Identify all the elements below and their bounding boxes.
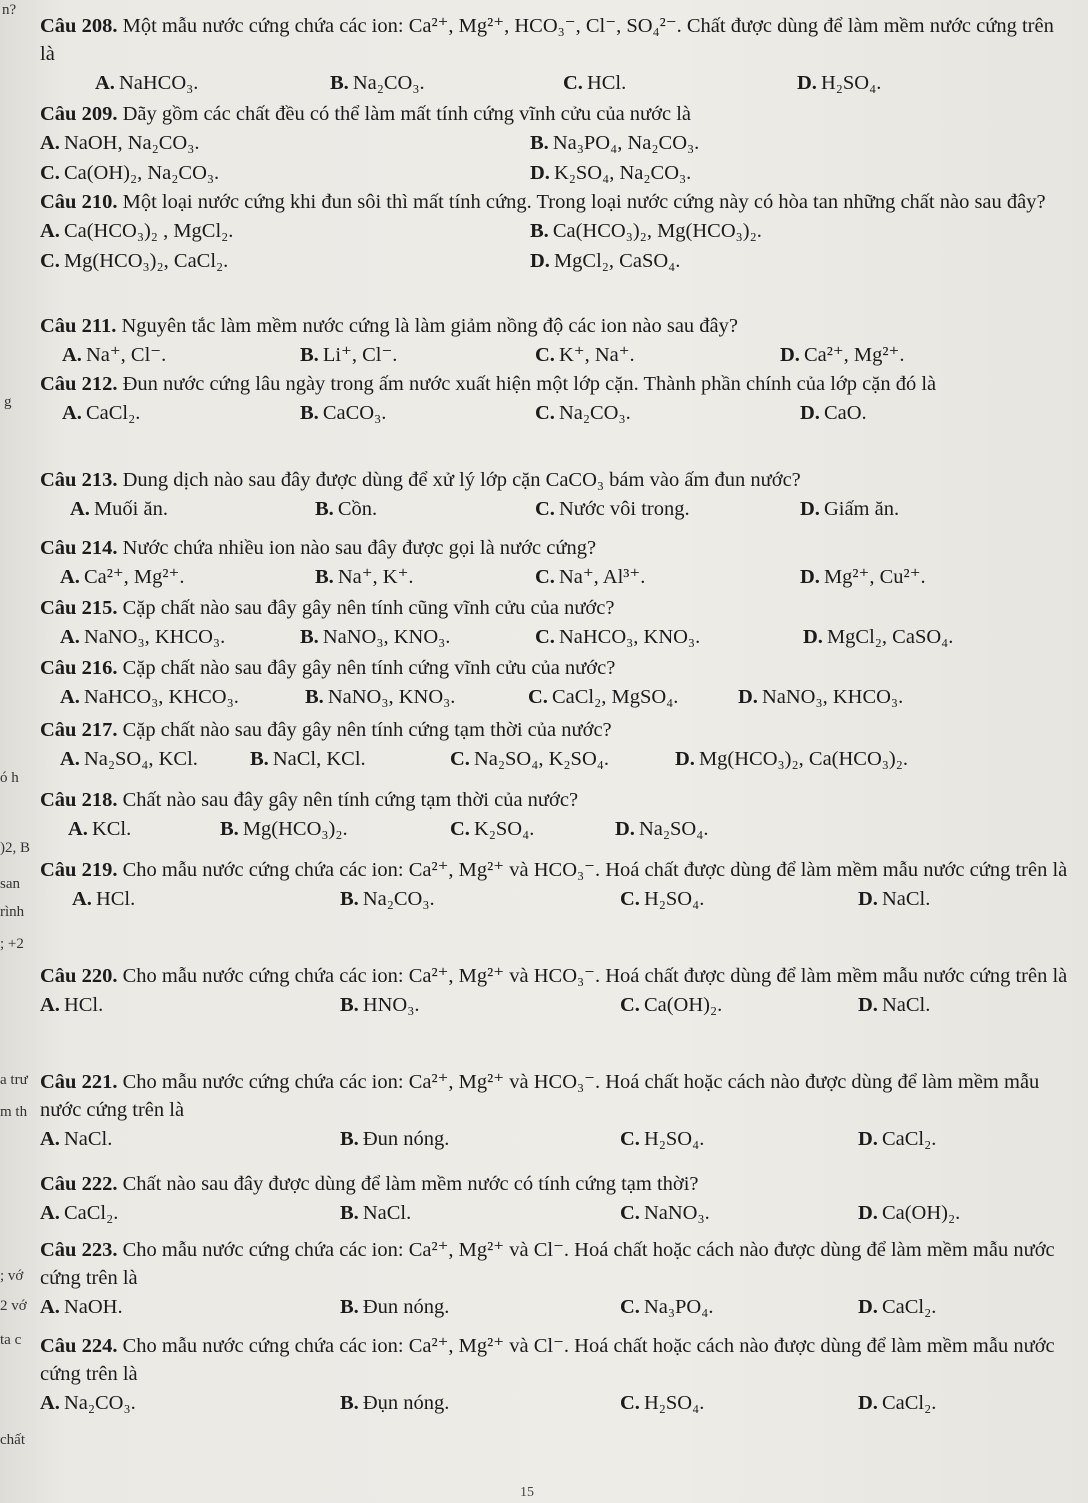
option-c[interactable]: C. HCl. <box>563 72 627 94</box>
option-c[interactable]: C. H₂SO₄. <box>620 888 705 910</box>
question-text <box>40 312 1068 340</box>
page-number: 15 <box>520 1485 534 1500</box>
question-text <box>40 716 1068 744</box>
question-213 <box>40 466 1068 524</box>
option-a[interactable]: A. Na⁺, Cl⁻. <box>62 344 167 366</box>
option-b[interactable]: B. Mg(HCO₃)₂. <box>220 818 348 840</box>
margin-fragment: ; vớ <box>0 1268 24 1284</box>
question-text <box>40 856 1068 884</box>
margin-fragment: )2, B <box>0 840 30 856</box>
answer-options <box>40 494 1068 524</box>
option-b[interactable]: B. Đun nóng. <box>340 1128 450 1150</box>
question-number: Câu 209. <box>40 103 118 125</box>
answer-options <box>40 814 1068 844</box>
option-b[interactable]: B. CaCO₃. <box>300 402 387 424</box>
question-text <box>40 594 1068 622</box>
option-c[interactable]: C. Mg(HCO₃)₂, CaCl₂. <box>40 250 229 272</box>
answer-options <box>40 990 1068 1020</box>
margin-fragment: chất <box>0 1432 25 1448</box>
question-210 <box>40 188 1068 276</box>
option-d[interactable]: D. K₂SO₄, Na₂CO₃. <box>530 162 692 184</box>
answer-options <box>40 682 1068 712</box>
answer-options <box>40 128 1068 158</box>
question-stem: Cặp chất nào sau đây gây nên tính cứng vĩnh cửu của nước? <box>122 657 616 679</box>
question-number: Câu 211. <box>40 315 117 337</box>
question-text <box>40 188 1068 216</box>
option-c[interactable]: C. K₂SO₄. <box>450 818 535 840</box>
question-stem: Nguyên tắc làm mềm nước cứng là làm giảm nồng độ các ion nào sau đây? <box>121 315 739 337</box>
option-c[interactable]: C. Ca(OH)₂, Na₂CO₃. <box>40 162 220 184</box>
question-stem: Nước chứa nhiều ion nào sau đây được gọi là nước cứng? <box>122 537 597 559</box>
question-214 <box>40 534 1068 592</box>
question-number: Câu 221. <box>40 1071 118 1093</box>
option-b[interactable]: B. Na⁺, K⁺. <box>315 566 414 588</box>
option-c[interactable]: C. Ca(OH)₂. <box>620 994 723 1016</box>
question-number: Câu 220. <box>40 965 118 987</box>
margin-fragment: n? <box>2 2 17 18</box>
answer-options <box>40 398 1068 428</box>
option-a[interactable]: A. Na₂CO₃. <box>40 1392 136 1414</box>
question-223 <box>40 1236 1068 1322</box>
answer-options <box>40 246 1068 276</box>
answer-options <box>40 622 1068 652</box>
option-a[interactable]: A. CaCl₂. <box>62 402 141 424</box>
question-number: Câu 224. <box>40 1335 118 1357</box>
option-b[interactable]: B. NaCl. <box>340 1202 412 1224</box>
question-text <box>40 654 1068 682</box>
question-text <box>40 370 1068 398</box>
question-number: Câu 217. <box>40 719 118 741</box>
question-stem: Cho mẫu nước cứng chứa các ion: Ca²⁺, Mg²⁺ và Cl⁻. Hoá chất hoặc cách nào được dùng để làm mềm mẫu nước cứng trên là <box>40 1239 1055 1289</box>
answer-options <box>40 1124 1068 1154</box>
question-stem: Cho mẫu nước cứng chứa các ion: Ca²⁺, Mg²⁺ và HCO₃⁻. Hoá chất được dùng để làm mềm mẫu nước cứng trên là <box>122 965 1068 987</box>
margin-fragment: san <box>0 876 20 892</box>
option-b[interactable]: B. Na₂CO₃. <box>340 888 435 910</box>
answer-options <box>40 1198 1068 1228</box>
question-stem: Cho mẫu nước cứng chứa các ion: Ca²⁺, Mg²⁺ và HCO₃⁻. Hoá chất hoặc cách nào được dùng để làm mềm mẫu nước cứng trên là <box>40 1071 1040 1121</box>
question-number: Câu 213. <box>40 469 118 491</box>
option-d[interactable]: D. CaCl₂. <box>858 1392 937 1414</box>
margin-fragment: ó h <box>0 770 19 786</box>
option-c[interactable]: C. H₂SO₄. <box>620 1128 705 1150</box>
margin-fragment: rình <box>0 904 25 920</box>
option-a[interactable]: A. Muối ăn. <box>70 498 168 520</box>
option-b[interactable]: B. Li⁺, Cl⁻. <box>300 344 398 366</box>
option-d[interactable]: D. CaCl₂. <box>858 1128 937 1150</box>
question-number: Câu 222. <box>40 1173 118 1195</box>
question-stem: Một loại nước cứng khi đun sôi thì mất tính cứng. Trong loại nước cứng này có hòa tan những chất nào sau đây? <box>122 191 1046 213</box>
option-d[interactable]: D. MgCl₂, CaSO₄. <box>803 626 954 648</box>
answer-options <box>40 68 1068 98</box>
option-a[interactable]: A. NaHCO₃. <box>95 72 199 94</box>
question-220 <box>40 962 1068 1020</box>
option-b[interactable]: B. HNO₃. <box>340 994 420 1016</box>
question-text <box>40 534 1068 562</box>
question-text <box>40 1068 1068 1124</box>
option-c[interactable]: C. CaCl₂, MgSO₄. <box>528 686 679 708</box>
margin-fragment: a trư <box>0 1072 28 1088</box>
question-221 <box>40 1068 1068 1154</box>
option-d[interactable]: D. Mg²⁺, Cu²⁺. <box>800 566 926 588</box>
option-d[interactable]: D. Ca(OH)₂. <box>858 1202 961 1224</box>
option-a[interactable]: A. NaCl. <box>40 1128 113 1150</box>
question-215 <box>40 594 1068 652</box>
option-d[interactable]: D. Ca²⁺, Mg²⁺. <box>780 344 905 366</box>
question-text <box>40 1332 1068 1388</box>
question-number: Câu 223. <box>40 1239 118 1261</box>
question-216 <box>40 654 1068 712</box>
question-222 <box>40 1170 1068 1228</box>
question-number: Câu 214. <box>40 537 118 559</box>
option-c[interactable]: C. Na⁺, Al³⁺. <box>535 566 646 588</box>
option-b[interactable]: B. NaCl, KCl. <box>250 748 366 770</box>
question-218 <box>40 786 1068 844</box>
question-number: Câu 216. <box>40 657 118 679</box>
option-d[interactable]: D. MgCl₂, CaSO₄. <box>530 250 681 272</box>
answer-options <box>40 216 1068 246</box>
option-c[interactable]: C. NaHCO₃, KNO₃. <box>535 626 701 648</box>
question-stem: Cặp chất nào sau đây gây nên tính cứng tạm thời của nước? <box>122 719 612 741</box>
option-a[interactable]: A. HCl. <box>40 994 104 1016</box>
option-a[interactable]: A. NaHCO₃, KHCO₃. <box>60 686 239 708</box>
option-c[interactable]: C. NaNO₃. <box>620 1202 710 1224</box>
question-number: Câu 212. <box>40 373 118 395</box>
option-a[interactable]: A. CaCl₂. <box>40 1202 119 1224</box>
question-stem: Cho mẫu nước cứng chứa các ion: Ca²⁺, Mg²⁺ và Cl⁻. Hoá chất hoặc cách nào được dùng để làm mềm mẫu nước cứng trên là <box>40 1335 1055 1385</box>
option-b[interactable]: B. Đun nóng. <box>340 1296 450 1318</box>
answer-options <box>40 340 1068 370</box>
question-number: Câu 219. <box>40 859 118 881</box>
question-stem: Đun nước cứng lâu ngày trong ấm nước xuất hiện một lớp cặn. Thành phần chính của lớp cặn đó là <box>122 373 937 395</box>
option-a[interactable]: A. Ca²⁺, Mg²⁺. <box>60 566 185 588</box>
option-b[interactable]: B. Ca(HCO₃)₂, Mg(HCO₃)₂. <box>530 220 762 242</box>
answer-options <box>40 884 1068 914</box>
question-text <box>40 786 1068 814</box>
option-b[interactable]: B. NaNO₃, KNO₃. <box>300 626 451 648</box>
question-stem: Cho mẫu nước cứng chứa các ion: Ca²⁺, Mg²⁺ và HCO₃⁻. Hoá chất được dùng để làm mềm mẫu nước cứng trên là <box>122 859 1068 881</box>
option-a[interactable]: A. Na₂SO₄, KCl. <box>60 748 198 770</box>
option-d[interactable]: D. NaNO₃, KHCO₃. <box>738 686 904 708</box>
option-c[interactable]: C. K⁺, Na⁺. <box>535 344 635 366</box>
option-a[interactable]: A. NaOH. <box>40 1296 123 1318</box>
answer-options <box>40 1388 1068 1418</box>
option-a[interactable]: A. NaNO₃, KHCO₃. <box>60 626 226 648</box>
question-number: Câu 218. <box>40 789 118 811</box>
option-d[interactable]: D. Mg(HCO₃)₂, Ca(HCO₃)₂. <box>675 748 909 770</box>
option-c[interactable]: C. H₂SO₄. <box>620 1392 705 1414</box>
option-b[interactable]: B. Cồn. <box>315 498 378 520</box>
option-c[interactable]: C. Na₂CO₃. <box>535 402 631 424</box>
question-stem: Dung dịch nào sau đây được dùng để xử lý lớp cặn CaCO₃ bám vào ấm đun nước? <box>122 469 801 491</box>
option-d[interactable]: D. CaO. <box>800 402 867 424</box>
option-b[interactable]: B. Na₂CO₃. <box>330 72 425 94</box>
margin-fragment: ; +2 <box>0 936 24 952</box>
question-208 <box>40 12 1068 98</box>
question-stem: Chất nào sau đây được dùng để làm mềm nước có tính cứng tạm thời? <box>122 1173 699 1195</box>
option-c[interactable]: C. Nước vôi trong. <box>535 498 690 520</box>
question-text <box>40 962 1068 990</box>
question-stem: Một mẫu nước cứng chứa các ion: Ca²⁺, Mg²⁺, HCO₃⁻, Cl⁻, SO₄²⁻. Chất được dùng để làm mềm nước cứng trên là <box>40 15 1054 65</box>
answer-options <box>40 1292 1068 1322</box>
option-d[interactable]: D. Giấm ăn. <box>800 498 900 520</box>
question-211 <box>40 312 1068 370</box>
question-text <box>40 100 1068 128</box>
option-b[interactable]: B. NaNO₃, KNO₃. <box>305 686 456 708</box>
option-d[interactable]: D. Na₂SO₄. <box>615 818 709 840</box>
option-c[interactable]: C. Na₃PO₄. <box>620 1296 714 1318</box>
answer-options <box>40 744 1068 774</box>
option-a[interactable]: A. KCl. <box>68 818 132 840</box>
question-stem: Chất nào sau đây gây nên tính cứng tạm thời của nước? <box>122 789 579 811</box>
question-stem: Cặp chất nào sau đây gây nên tính cũng vĩnh cửu của nước? <box>122 597 615 619</box>
option-a[interactable]: A. Ca(HCO₃)₂ , MgCl₂. <box>40 220 234 242</box>
question-217 <box>40 716 1068 774</box>
option-d[interactable]: D. NaCl. <box>858 888 931 910</box>
option-d[interactable]: D. NaCl. <box>858 994 931 1016</box>
margin-fragment: 2 vớ <box>0 1298 27 1314</box>
answer-options <box>40 562 1068 592</box>
question-number: Câu 210. <box>40 191 118 213</box>
question-212 <box>40 370 1068 428</box>
margin-fragment: ta c <box>0 1332 22 1348</box>
question-stem: Dãy gồm các chất đều có thể làm mất tính cứng vĩnh cửu của nước là <box>122 103 692 125</box>
question-text <box>40 466 1068 494</box>
question-text <box>40 12 1068 68</box>
option-d[interactable]: D. H₂SO₄. <box>797 72 882 94</box>
question-219 <box>40 856 1068 914</box>
option-d[interactable]: D. CaCl₂. <box>858 1296 937 1318</box>
question-209 <box>40 100 1068 188</box>
question-number: Câu 208. <box>40 15 118 37</box>
option-a[interactable]: A. NaOH, Na₂CO₃. <box>40 132 200 154</box>
question-text <box>40 1236 1068 1292</box>
option-b[interactable]: B. Đụn nóng. <box>340 1392 450 1414</box>
option-c[interactable]: C. Na₂SO₄, K₂SO₄. <box>450 748 610 770</box>
question-number: Câu 215. <box>40 597 118 619</box>
margin-fragment: g <box>4 394 12 410</box>
question-224 <box>40 1332 1068 1418</box>
option-b[interactable]: B. Na₃PO₄, Na₂CO₃. <box>530 132 700 154</box>
question-text <box>40 1170 1068 1198</box>
option-a[interactable]: A. HCl. <box>72 888 136 910</box>
margin-fragment: m th <box>0 1104 28 1120</box>
answer-options <box>40 158 1068 188</box>
